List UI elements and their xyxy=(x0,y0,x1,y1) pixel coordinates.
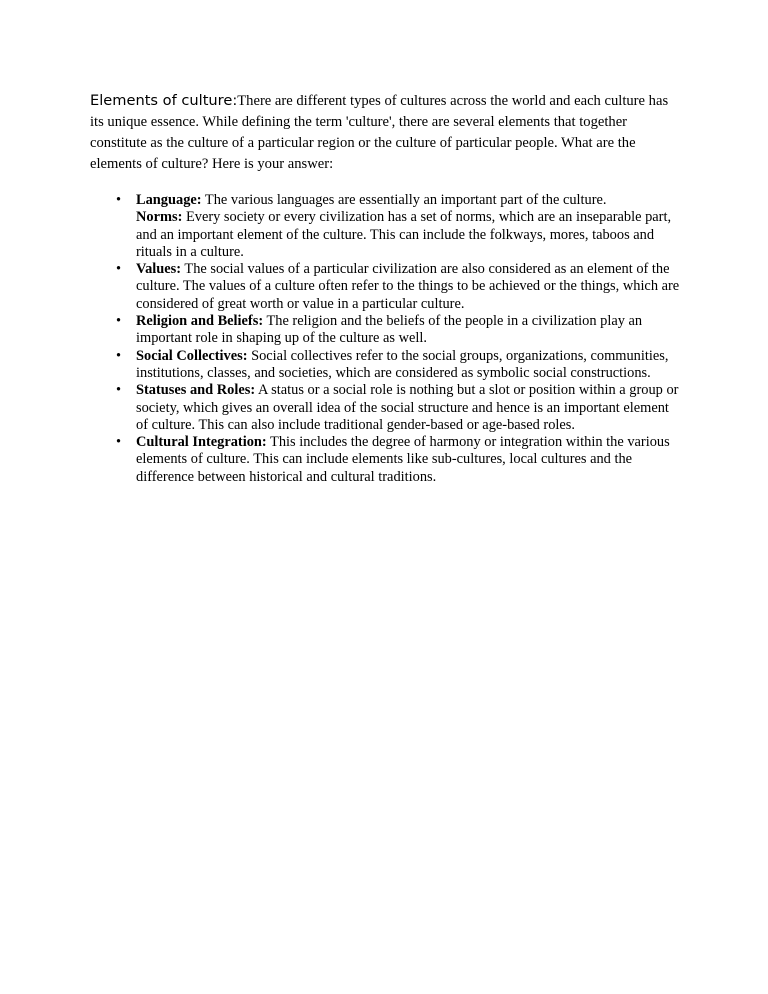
intro-paragraph xyxy=(90,90,680,175)
list-item-term: Religion and Beliefs: xyxy=(136,313,264,330)
list-item-text: The various languages are essentially an important part of the culture. xyxy=(201,192,607,208)
list-item-text: Every society or every civilization has a set of norms, which are an inseparable part, and an important element of the culture. This can include the folkways, mores, taboos and rituals in a culture. xyxy=(136,209,672,260)
list-item-text: The religion and the beliefs of the people in a civilization play an important role in shaping up of the culture as well. xyxy=(136,313,643,347)
list-item-term: Social Collectives: xyxy=(136,347,248,364)
list-item-cultural-integration xyxy=(116,434,681,486)
list-item-text: A status or a social role is nothing but a slot or position within a group or society, which gives an overall idea of the social structure and hence is an important element of culture. This can also include traditional gender-based or age-based roles. xyxy=(136,382,679,433)
bullet-icon: • xyxy=(116,192,122,208)
list-item-religion xyxy=(116,313,681,348)
list-item-statuses-roles xyxy=(116,382,681,434)
intro-text: There are different types of cultures across the world and each culture has its unique essence. While defining the term 'culture', there are several elements that together constitute as the culture of a particular region or the culture of particular people. What are the elements of culture? Here is your answer: xyxy=(90,93,669,172)
list-item-term: Values: xyxy=(136,261,182,278)
bullet-icon: • xyxy=(116,382,122,399)
list-item-text: The social values of a particular civilization are also considered as an element of the culture. The values of a culture often refer to the things to be achieved or the things, which are considered of great worth or value in a particular culture. xyxy=(136,261,680,312)
list-item-text: This includes the degree of harmony or integration within the various elements of culture. This can include elements like sub-cultures, local cultures and the difference between historical and cultural traditions. xyxy=(136,434,670,485)
bullet-icon: • xyxy=(116,347,122,364)
list-item-term: Norms: xyxy=(136,209,183,226)
culture-elements-list xyxy=(116,192,681,486)
list-item-term: Statuses and Roles: xyxy=(136,382,256,399)
list-item-values xyxy=(116,261,681,313)
section-heading: Elements of culture: xyxy=(90,92,238,109)
list-item-term: Language: xyxy=(136,192,202,208)
bullet-icon: • xyxy=(116,434,122,451)
list-item-social-collectives xyxy=(116,347,681,383)
bullet-icon: • xyxy=(116,261,122,278)
list-item-term: Cultural Integration: xyxy=(136,434,267,451)
list-item-language xyxy=(116,192,681,261)
bullet-icon: • xyxy=(116,313,122,330)
list-item-text: Social collectives refer to the social groups, organizations, communities, institutions, classes, and societies, which are considered as symbolic social constructions. xyxy=(136,347,669,381)
